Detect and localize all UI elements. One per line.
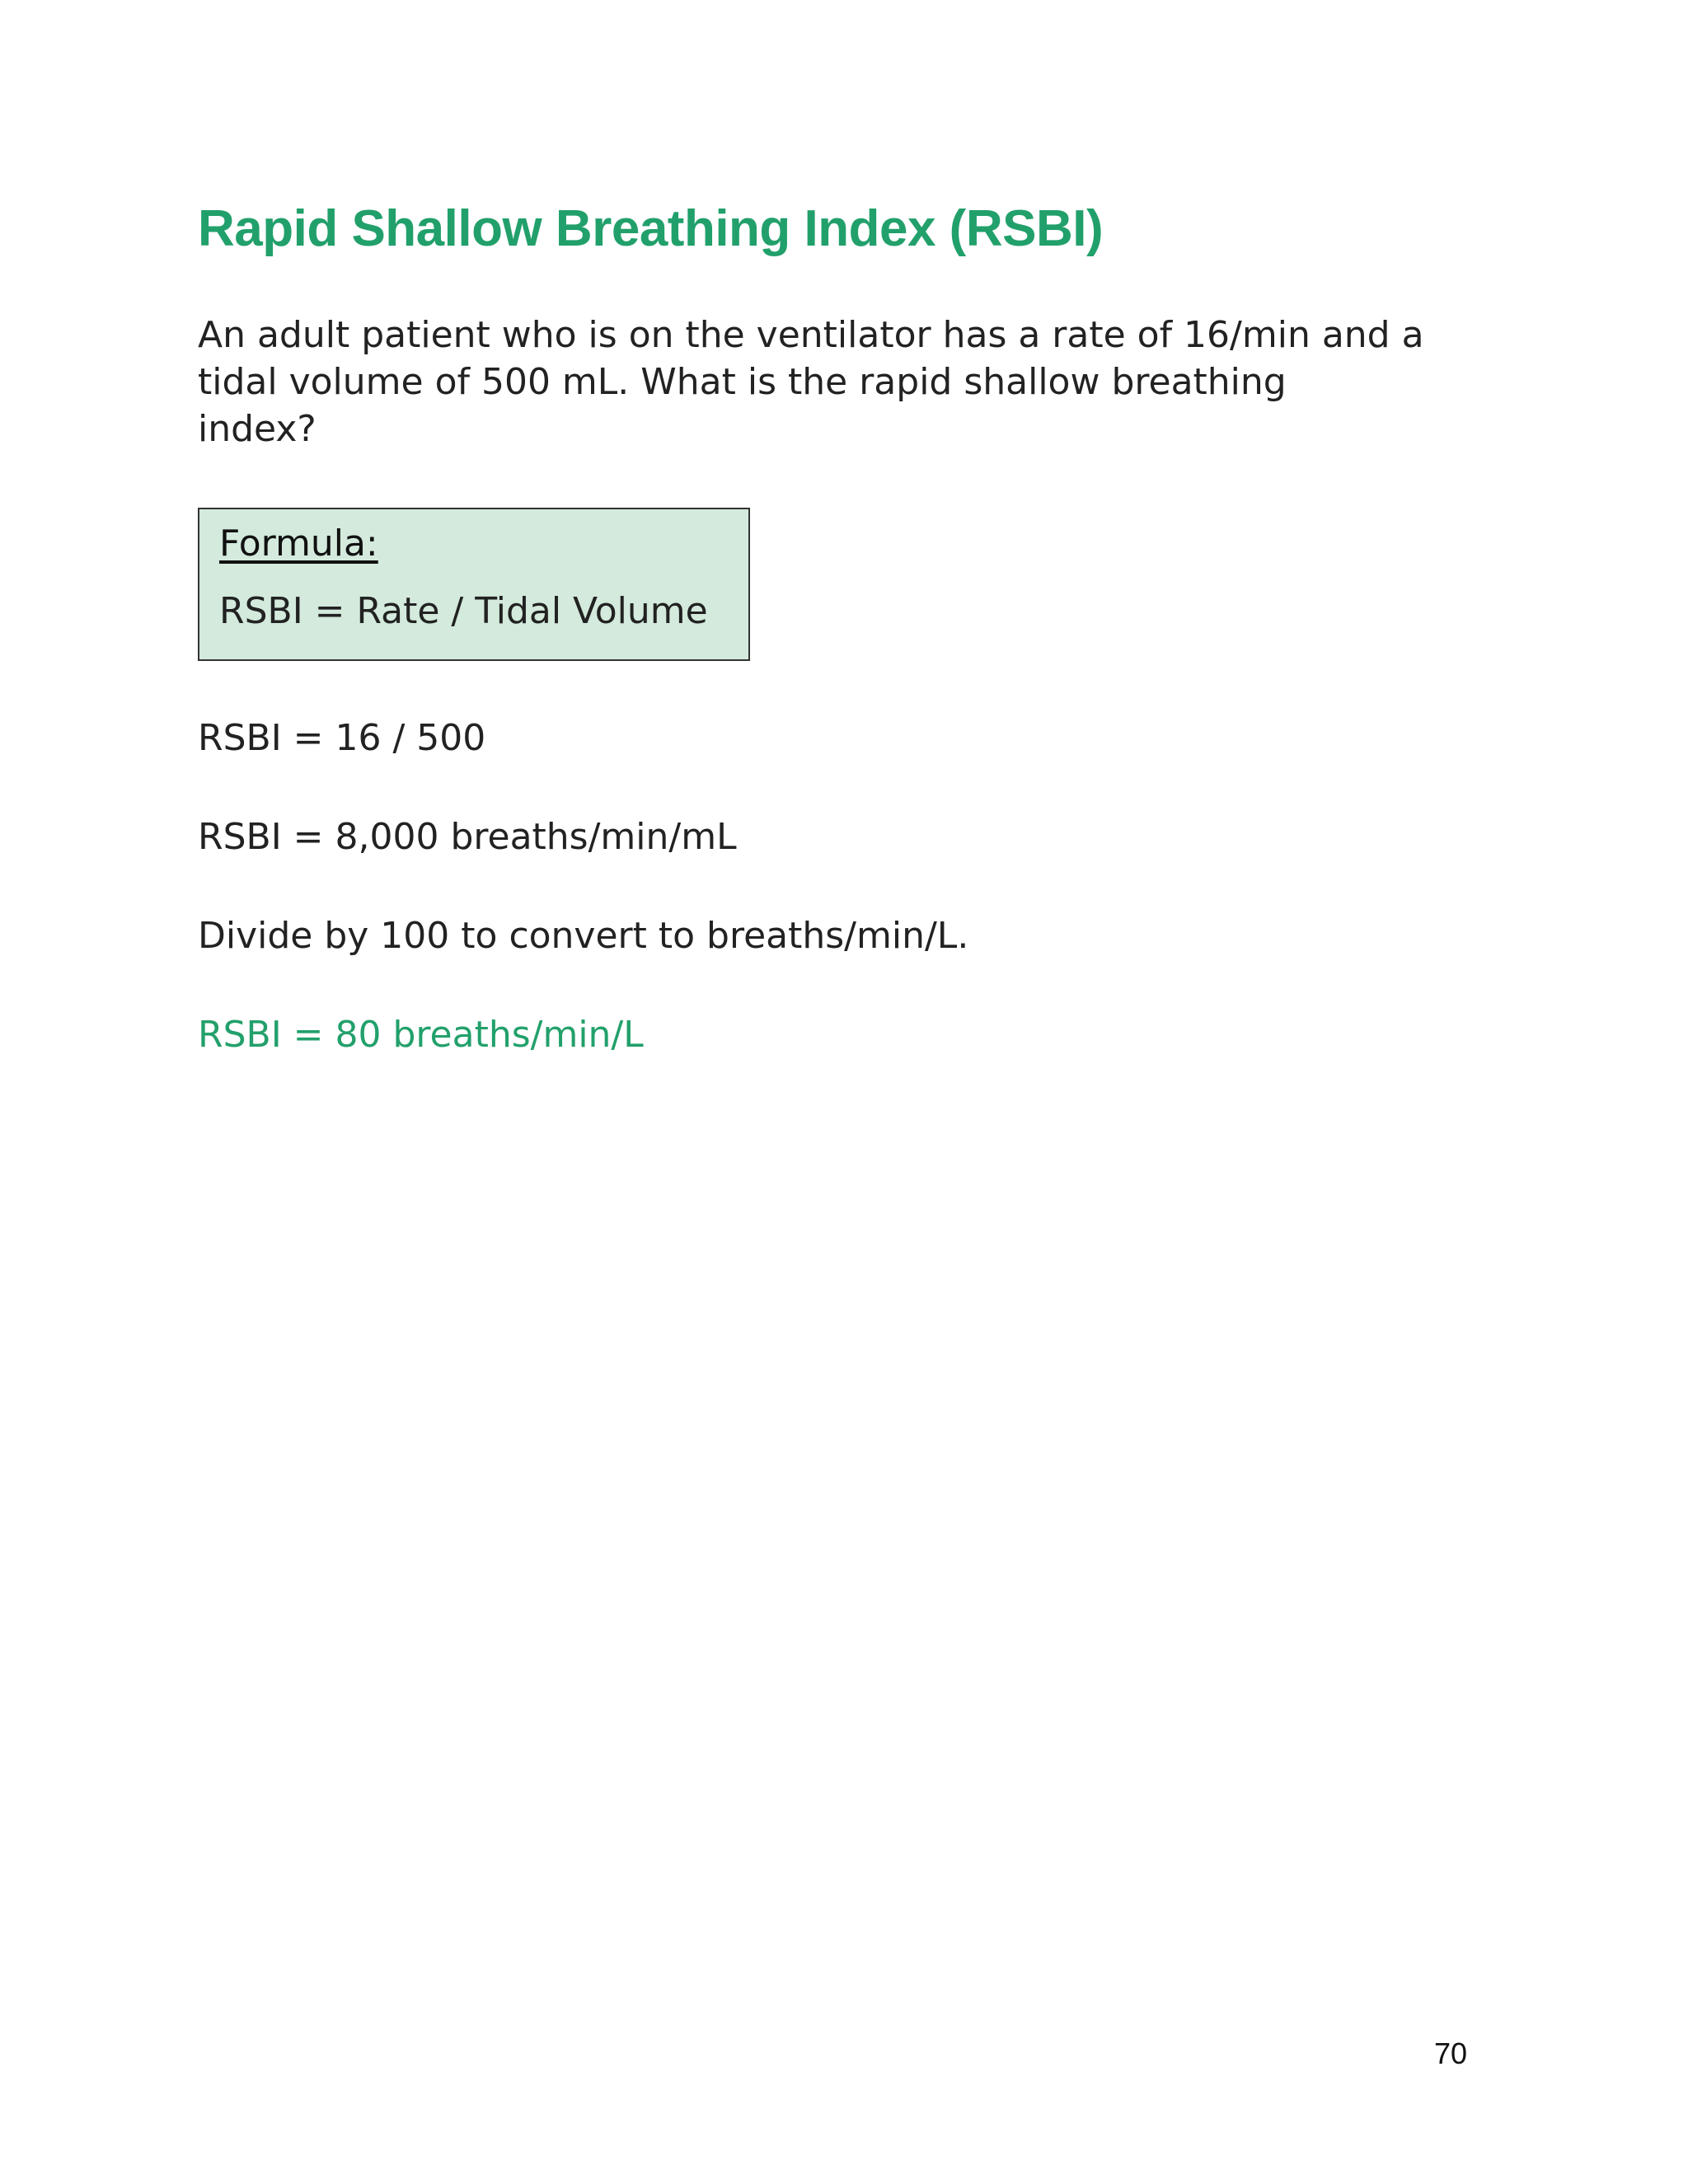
question-text — [198, 312, 1484, 452]
calculation-step: Divide by 100 to convert to breaths/min/L. — [198, 915, 969, 957]
page-title: Rapid Shallow Breathing Index (RSBI) — [198, 200, 1104, 257]
question-line: An adult patient who is on the ventilator has a rate of 16/min and a — [198, 314, 1424, 356]
page-number: 70 — [1434, 2036, 1468, 2070]
formula-box — [198, 508, 750, 661]
answer-text: RSBI = 80 breaths/min/L — [198, 1014, 644, 1056]
calculation-step: RSBI = 8,000 breaths/min/mL — [198, 816, 737, 858]
question-line: index? — [198, 408, 316, 450]
calculation-step: RSBI = 16 / 500 — [198, 717, 486, 759]
formula-heading: Formula: — [219, 523, 378, 565]
formula-text: RSBI = Rate / Tidal Volume — [219, 590, 708, 632]
question-line: tidal volume of 500 mL. What is the rapid shallow breathing — [198, 361, 1287, 403]
